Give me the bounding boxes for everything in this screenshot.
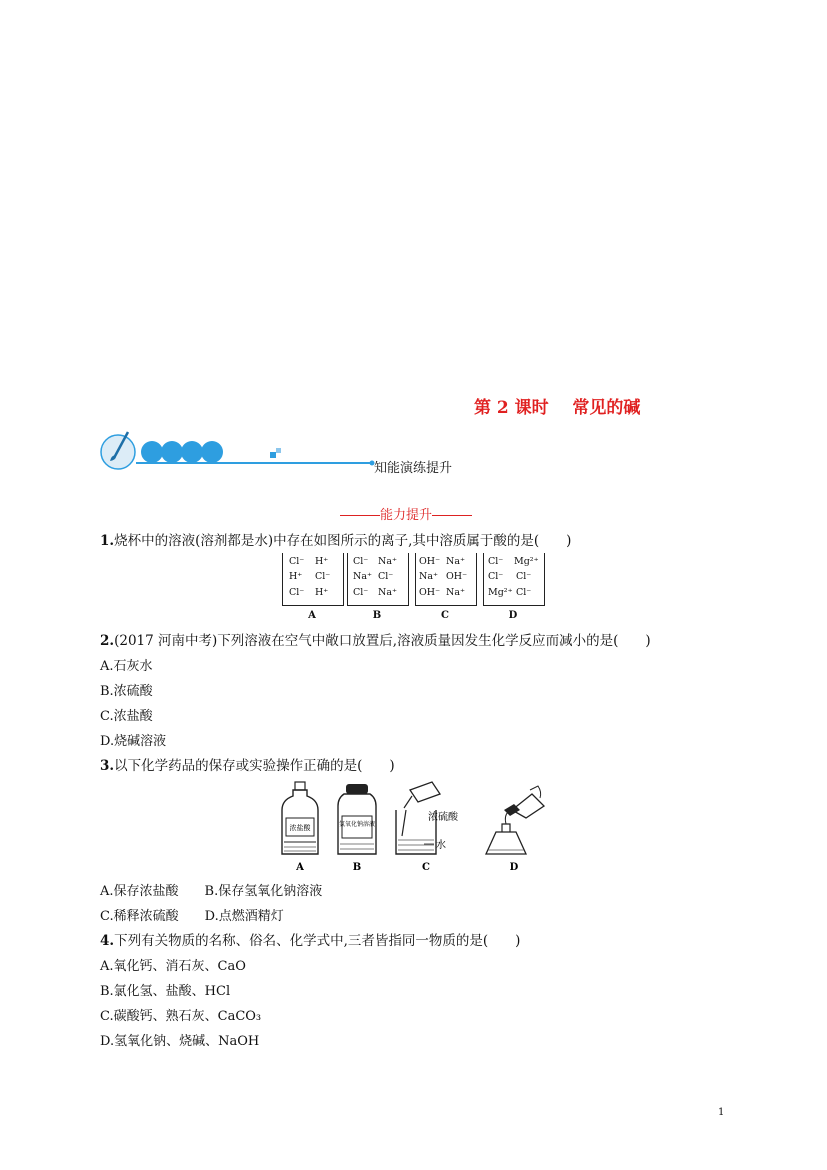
beaker-label: D (508, 610, 518, 621)
beaker-b (347, 553, 409, 606)
ion: Cl⁻ (378, 571, 394, 582)
q2-option-a: A.石灰水 (100, 659, 153, 674)
q2-option-c: C.浓盐酸 (100, 709, 153, 724)
q4-number: 4. (100, 933, 115, 949)
dilution-setup-c (396, 782, 459, 854)
beaker-label: B (372, 610, 382, 621)
ion: Cl⁻ (516, 587, 532, 598)
ion: Cl⁻ (353, 587, 369, 598)
ion: Cl⁻ (488, 556, 504, 567)
q4-option-c: C.碳酸钙、熟石灰、CaCO₃ (100, 1009, 262, 1024)
bottle-b-label: 氢氧化钠溶液 (338, 821, 376, 828)
ion: OH⁻ (419, 556, 441, 567)
beaker-label: C (441, 610, 449, 621)
q3-options-row2: C.稀释浓硫酸 D.点燃酒精灯 (100, 909, 284, 924)
ion: Cl⁻ (289, 556, 305, 567)
water-label: 水 (436, 840, 446, 851)
question-4 (100, 929, 520, 949)
ion: Na⁺ (378, 556, 397, 567)
q4-option-b: B.氯化氢、盐酸、HCl (100, 984, 231, 999)
q3-text: 以下化学药品的保存或实验操作正确的是( ) (114, 758, 395, 774)
section-header (340, 504, 472, 523)
figure-label: A (296, 862, 304, 873)
q4-option-a: A.氧化钙、消石灰、CaO (100, 959, 246, 974)
ion: Cl⁻ (488, 571, 504, 582)
figure-label: B (352, 862, 362, 873)
section-title: 能力提升 (380, 508, 433, 523)
alcohol-lamps-d (486, 786, 544, 854)
question-1 (100, 529, 571, 549)
q3-number: 3. (100, 758, 115, 774)
q4-text: 下列有关物质的名称、俗名、化学式中,三者皆指同一物质的是( ) (114, 933, 521, 949)
banner-label: 知能演练提升 (374, 461, 453, 476)
q4-option-d: D.氢氧化钠、烧碱、NaOH (100, 1034, 260, 1049)
q2-option-d: D.烧碱溶液 (100, 734, 167, 749)
beaker-d (483, 553, 545, 606)
beaker-c (415, 553, 477, 606)
ion: OH⁻ (446, 571, 468, 582)
figure-label: C (422, 862, 430, 873)
ion: Na⁺ (446, 587, 465, 598)
q2-option-b: B.浓硫酸 (100, 684, 153, 699)
ion: H⁺ (289, 571, 303, 582)
q2-text: (2017 河南中考)下列溶液在空气中敞口放置后,溶液质量因发生化学反应而减小的是( ) (114, 633, 651, 649)
question-3 (100, 754, 395, 774)
question-2 (100, 629, 651, 649)
ion: Cl⁻ (353, 556, 369, 567)
ion: Na⁺ (378, 587, 397, 598)
ion: Cl⁻ (289, 587, 305, 598)
page-number: 1 (718, 1107, 725, 1118)
q1-number: 1. (100, 533, 115, 549)
q2-number: 2. (100, 633, 115, 649)
lesson-title: 第 2 课时 常见的碱 (474, 398, 641, 418)
ion: Cl⁻ (516, 571, 532, 582)
ion: Mg²⁺ (488, 587, 513, 598)
ion: H⁺ (315, 556, 329, 567)
q1-text: 烧杯中的溶液(溶剂都是水)中存在如图所示的离子,其中溶质属于酸的是( ) (114, 533, 572, 549)
beaker-a (282, 553, 344, 606)
q3-lab-figure (276, 780, 566, 876)
reagent-bottle-a (282, 782, 318, 854)
ion: Na⁺ (446, 556, 465, 567)
ion: OH⁻ (419, 587, 441, 598)
beaker-label: A (308, 610, 316, 621)
figure-label: D (509, 862, 519, 873)
ion: Na⁺ (353, 571, 372, 582)
ion: Mg²⁺ (514, 556, 539, 567)
reagent-bottle-b (338, 784, 376, 854)
ion: Cl⁻ (315, 571, 331, 582)
q3-options-row1: A.保存浓盐酸 B.保存氢氧化钠溶液 (100, 884, 323, 899)
bottle-a-label: 浓盐酸 (289, 824, 311, 832)
ion: Na⁺ (419, 571, 438, 582)
ion: H⁺ (315, 587, 329, 598)
acid-label: 浓硫酸 (428, 812, 458, 823)
